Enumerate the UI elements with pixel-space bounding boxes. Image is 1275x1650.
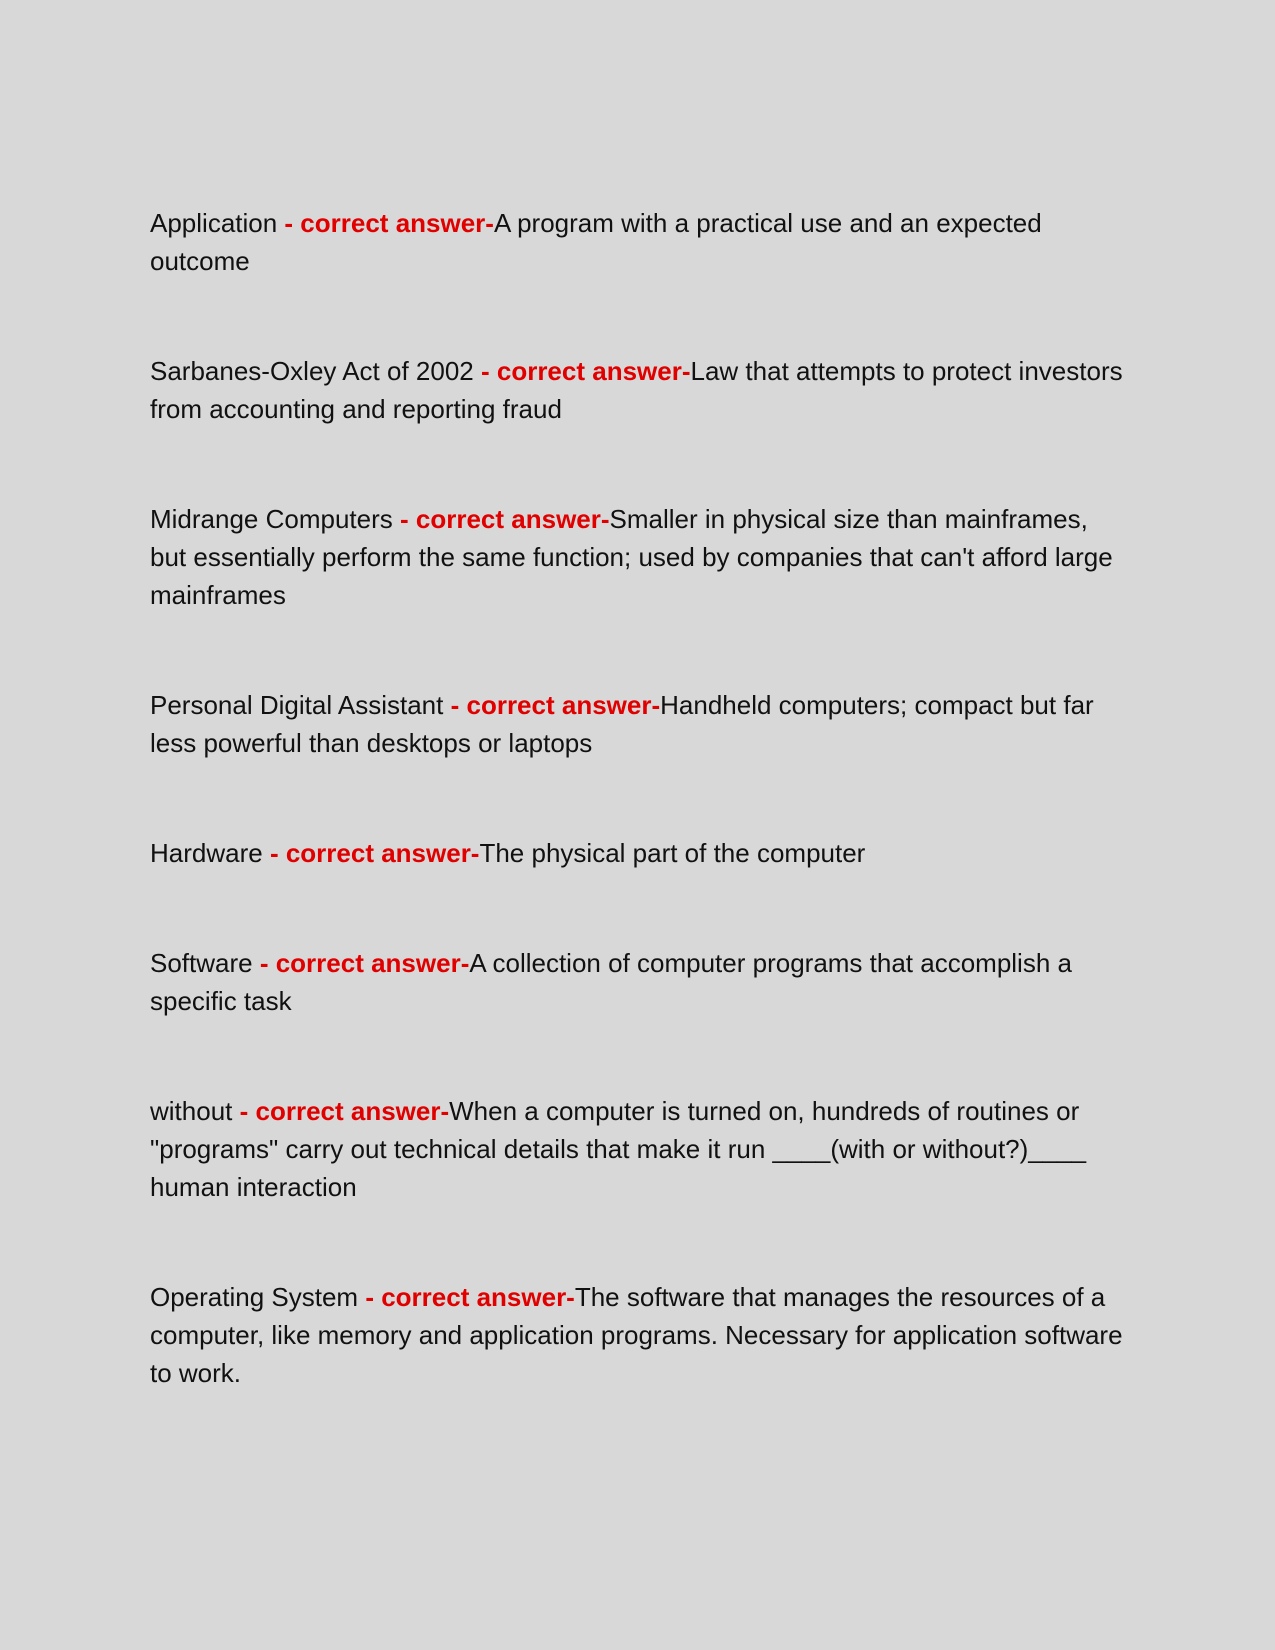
flashcard-entry-software (150, 944, 1130, 1020)
flashcard-entry-sarbanes-oxley (150, 352, 1130, 428)
flashcard-entry-hardware (150, 834, 1130, 872)
entry-definition: Handheld computers; compact but far less powerful than desktops or laptops (150, 690, 1094, 758)
correct-answer-label: - correct answer- (473, 356, 691, 386)
entry-definition: When a computer is turned on, hundreds of routines or "programs" carry out technical details that make it run ____(with or without?)____ human interaction (150, 1096, 1087, 1202)
flashcard-entry-midrange-computers (150, 500, 1130, 614)
entry-term: Operating System (150, 1282, 359, 1312)
entry-definition: The physical part of the computer (479, 838, 866, 868)
entry-term: Application (150, 208, 278, 238)
entry-definition: A program with a practical use and an expected outcome (150, 208, 1042, 276)
entry-term: Sarbanes-Oxley Act of 2002 (150, 356, 474, 386)
correct-answer-label: - correct answer- (252, 948, 470, 978)
entry-term: Personal Digital Assistant (150, 690, 444, 720)
flashcard-entry-application (150, 204, 1130, 280)
entry-definition: Law that attempts to protect investors from accounting and reporting fraud (150, 356, 1123, 424)
entry-definition: Smaller in physical size than mainframes, but essentially perform the same function; used by companies that can't afford large mainframes (150, 504, 1113, 610)
flashcard-entry-without (150, 1092, 1130, 1206)
entry-term: without (150, 1096, 233, 1126)
entry-term: Software (150, 948, 253, 978)
entry-term: Hardware (150, 838, 263, 868)
flashcard-entry-operating-system (150, 1278, 1130, 1392)
correct-answer-label: - correct answer- (392, 504, 610, 534)
entry-definition: A collection of computer programs that accomplish a specific task (150, 948, 1072, 1016)
correct-answer-label: - correct answer- (443, 690, 661, 720)
entry-definition: The software that manages the resources of a computer, like memory and application programs. Necessary for application software to work. (150, 1282, 1123, 1388)
correct-answer-label: - correct answer- (262, 838, 480, 868)
flashcard-list (150, 204, 1130, 1464)
flashcard-entry-personal-digital-assistant (150, 686, 1130, 762)
correct-answer-label: - correct answer- (232, 1096, 450, 1126)
correct-answer-label: - correct answer- (277, 208, 494, 238)
correct-answer-label: - correct answer- (358, 1282, 575, 1312)
entry-term: Midrange Computers (150, 504, 393, 534)
